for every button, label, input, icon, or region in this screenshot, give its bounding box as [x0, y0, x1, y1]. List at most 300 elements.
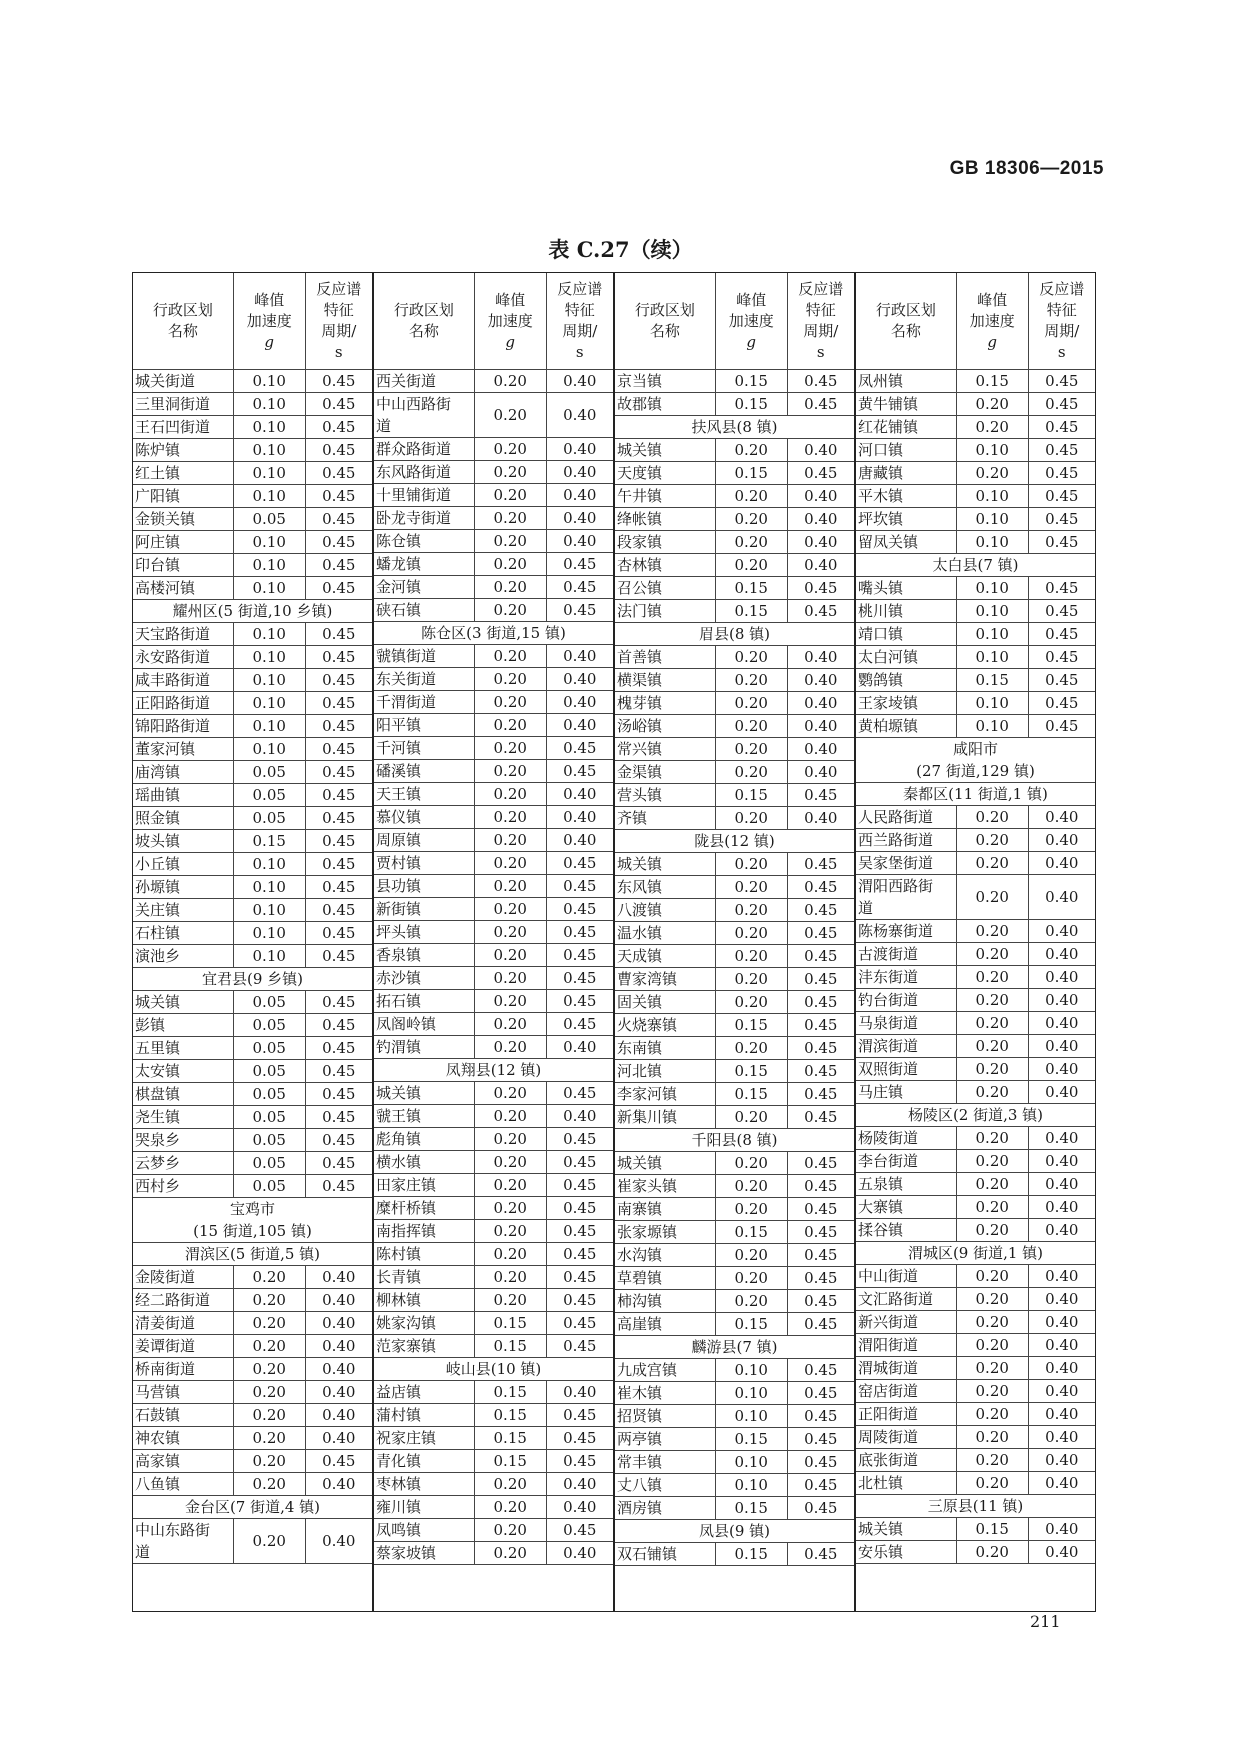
- region-name: 草碧镇: [615, 1267, 715, 1290]
- characteristic-period: 0.45: [305, 669, 372, 692]
- header-line: 加速度: [728, 311, 774, 330]
- data-row: [856, 370, 1095, 393]
- data-row: [615, 853, 854, 876]
- peak-acceleration: 0.20: [474, 530, 546, 553]
- characteristic-period: 0.40: [787, 531, 854, 554]
- peak-acceleration: 0.20: [956, 1472, 1028, 1495]
- characteristic-period: 0.40: [546, 783, 613, 806]
- characteristic-period: 0.40: [787, 439, 854, 462]
- characteristic-period: 0.45: [546, 1128, 613, 1151]
- characteristic-period: 0.45: [1028, 577, 1095, 600]
- region-name: 八鱼镇: [133, 1473, 233, 1496]
- data-row: [133, 761, 372, 784]
- data-row: [133, 370, 372, 393]
- peak-acceleration: 0.20: [715, 991, 787, 1014]
- data-row: [133, 1473, 372, 1496]
- peak-acceleration: 0.20: [715, 1175, 787, 1198]
- peak-acceleration: 0.10: [233, 623, 305, 646]
- header-line: 加速度: [487, 311, 533, 330]
- characteristic-period: 0.45: [546, 1197, 613, 1220]
- characteristic-period: 0.45: [787, 1543, 854, 1566]
- peak-acceleration: 0.20: [474, 1220, 546, 1243]
- characteristic-period: 0.40: [546, 393, 613, 438]
- header-line: 峰值: [977, 290, 1008, 309]
- region-name: 糜杆桥镇: [374, 1197, 474, 1220]
- region-name: 靖口镇: [856, 623, 956, 646]
- peak-acceleration: 0.20: [956, 1380, 1028, 1403]
- city-subheading: (27 街道,129 镇): [856, 760, 1095, 783]
- characteristic-period: 0.45: [305, 508, 372, 531]
- characteristic-period: 0.40: [1028, 1127, 1095, 1150]
- data-row: [374, 645, 613, 668]
- characteristic-period: 0.45: [546, 553, 613, 576]
- group-row: [615, 1129, 854, 1152]
- data-row: [615, 876, 854, 899]
- region-name: 神农镇: [133, 1427, 233, 1450]
- peak-acceleration: 0.10: [956, 439, 1028, 462]
- data-row: [615, 462, 854, 485]
- region-name: 周原镇: [374, 829, 474, 852]
- peak-acceleration: 0.20: [474, 783, 546, 806]
- peak-acceleration: 0.20: [715, 738, 787, 761]
- data-row: [615, 968, 854, 991]
- region-name: 城关镇: [856, 1518, 956, 1541]
- data-row: [615, 1014, 854, 1037]
- characteristic-period: 0.45: [546, 1427, 613, 1450]
- data-row: [856, 1127, 1095, 1150]
- region-name: 城关街道: [133, 370, 233, 393]
- group-row: [374, 622, 613, 645]
- region-name: 三里洞街道: [133, 393, 233, 416]
- region-name: 城关镇: [615, 439, 715, 462]
- group-heading: 扶风县(8 镇): [615, 416, 854, 439]
- peak-acceleration: 0.15: [233, 830, 305, 853]
- group-heading: 三原县(11 镇): [856, 1495, 1095, 1518]
- standard-code: GB 18306—2015: [949, 158, 1104, 179]
- characteristic-period: 0.40: [1028, 1081, 1095, 1104]
- region-name: 云梦乡: [133, 1152, 233, 1175]
- characteristic-period: 0.40: [1028, 875, 1095, 920]
- region-name: 坡头镇: [133, 830, 233, 853]
- data-row: [615, 1198, 854, 1221]
- data-row: [133, 692, 372, 715]
- header-line: 行政区划: [875, 301, 936, 319]
- characteristic-period: 0.45: [305, 1106, 372, 1129]
- peak-acceleration: 0.20: [474, 990, 546, 1013]
- characteristic-period: 0.45: [305, 1152, 372, 1175]
- peak-acceleration: 0.20: [715, 531, 787, 554]
- data-row: [374, 576, 613, 599]
- characteristic-period: 0.45: [787, 393, 854, 416]
- data-row: [374, 783, 613, 806]
- peak-acceleration: 0.20: [956, 462, 1028, 485]
- region-name: 高楼河镇: [133, 577, 233, 600]
- characteristic-period: 0.45: [787, 853, 854, 876]
- peak-acceleration: 0.10: [715, 1382, 787, 1405]
- peak-acceleration: 0.20: [474, 576, 546, 599]
- region-name: 香泉镇: [374, 944, 474, 967]
- characteristic-period: 0.45: [787, 1037, 854, 1060]
- region-name: 大寨镇: [856, 1196, 956, 1219]
- header-line: 特征: [805, 301, 836, 319]
- region-name: 桥南街道: [133, 1358, 233, 1381]
- data-row: [133, 1060, 372, 1083]
- characteristic-period: 0.40: [1028, 1311, 1095, 1334]
- characteristic-period: 0.45: [546, 1335, 613, 1358]
- region-name: 哭泉乡: [133, 1129, 233, 1152]
- data-row: [615, 554, 854, 577]
- characteristic-period: 0.45: [787, 462, 854, 485]
- region-name: 拓石镇: [374, 990, 474, 1013]
- peak-acceleration: 0.20: [715, 715, 787, 738]
- data-row: [133, 784, 372, 807]
- characteristic-period: 0.45: [305, 393, 372, 416]
- characteristic-period: 0.45: [546, 1243, 613, 1266]
- characteristic-period: 0.40: [1028, 1035, 1095, 1058]
- characteristic-period: 0.40: [546, 1473, 613, 1496]
- region-name: 董家河镇: [133, 738, 233, 761]
- characteristic-period: 0.40: [787, 692, 854, 715]
- data-row: [133, 1129, 372, 1152]
- region-name: 广阳镇: [133, 485, 233, 508]
- region-name: 中山街道: [856, 1265, 956, 1288]
- region-name: 城关镇: [615, 1152, 715, 1175]
- region-name: 新兴街道: [856, 1311, 956, 1334]
- characteristic-period: 0.45: [546, 921, 613, 944]
- data-row: [374, 530, 613, 553]
- header-line: g: [505, 332, 516, 351]
- region-name: 天宝路街道: [133, 623, 233, 646]
- data-row: [856, 531, 1095, 554]
- characteristic-period: 0.40: [1028, 966, 1095, 989]
- data-row: [856, 989, 1095, 1012]
- peak-acceleration: 0.15: [715, 1014, 787, 1037]
- region-name: 常兴镇: [615, 738, 715, 761]
- peak-acceleration: 0.15: [474, 1381, 546, 1404]
- pga-column-header: [474, 273, 546, 370]
- characteristic-period: 0.40: [546, 484, 613, 507]
- region-name: 长青镇: [374, 1266, 474, 1289]
- characteristic-period: 0.45: [787, 600, 854, 623]
- peak-acceleration: 0.20: [956, 1403, 1028, 1426]
- characteristic-period: 0.40: [787, 485, 854, 508]
- region-name: 金陵街道: [133, 1266, 233, 1289]
- region-name: 陈炉镇: [133, 439, 233, 462]
- region-name: 金渠镇: [615, 761, 715, 784]
- panel-table: [133, 273, 372, 1564]
- characteristic-period: 0.45: [305, 577, 372, 600]
- region-name: 杨陵街道: [856, 1127, 956, 1150]
- data-row: [615, 1152, 854, 1175]
- peak-acceleration: 0.20: [956, 1219, 1028, 1242]
- characteristic-period: 0.45: [546, 1220, 613, 1243]
- group-row: [133, 1220, 372, 1243]
- data-row: [374, 1197, 613, 1220]
- region-name: 渭滨街道: [856, 1035, 956, 1058]
- peak-acceleration: 0.20: [956, 920, 1028, 943]
- data-row: [856, 1380, 1095, 1403]
- data-row: [374, 1335, 613, 1358]
- peak-acceleration: 0.20: [233, 1519, 305, 1564]
- group-row: [374, 1059, 613, 1082]
- region-name: 水沟镇: [615, 1244, 715, 1267]
- data-row: [856, 1449, 1095, 1472]
- data-row: [856, 1150, 1095, 1173]
- header-line: 行政区划: [152, 301, 213, 319]
- group-row: [615, 416, 854, 439]
- characteristic-period: 0.45: [787, 1106, 854, 1129]
- peak-acceleration: 0.20: [474, 737, 546, 760]
- data-row: [374, 1404, 613, 1427]
- region-name: 法门镇: [615, 600, 715, 623]
- characteristic-period: 0.40: [546, 691, 613, 714]
- characteristic-period: 0.45: [1028, 439, 1095, 462]
- peak-acceleration: 0.20: [715, 853, 787, 876]
- peak-acceleration: 0.20: [474, 1036, 546, 1059]
- region-name: 钓台街道: [856, 989, 956, 1012]
- peak-acceleration: 0.15: [715, 1543, 787, 1566]
- peak-acceleration: 0.15: [474, 1427, 546, 1450]
- characteristic-period: 0.45: [546, 1013, 613, 1036]
- data-row: [374, 714, 613, 737]
- characteristic-period: 0.45: [305, 922, 372, 945]
- region-name: 马庄镇: [856, 1081, 956, 1104]
- characteristic-period: 0.45: [305, 1014, 372, 1037]
- data-row: [374, 1266, 613, 1289]
- region-name: 道: [856, 897, 956, 920]
- characteristic-period: 0.40: [1028, 1518, 1095, 1541]
- data-row: [615, 1221, 854, 1244]
- peak-acceleration: 0.20: [233, 1427, 305, 1450]
- peak-acceleration: 0.05: [233, 991, 305, 1014]
- region-name: 鹦鸽镇: [856, 669, 956, 692]
- peak-acceleration: 0.15: [715, 1428, 787, 1451]
- peak-acceleration: 0.15: [715, 1083, 787, 1106]
- pga-column-header: [233, 273, 305, 370]
- peak-acceleration: 0.20: [233, 1312, 305, 1335]
- characteristic-period: 0.40: [546, 461, 613, 484]
- group-heading: 渭滨区(5 街道,5 镇): [133, 1243, 372, 1266]
- data-row: [133, 991, 372, 1014]
- characteristic-period: 0.45: [305, 945, 372, 968]
- characteristic-period: 0.40: [1028, 1426, 1095, 1449]
- region-name: 中山东路街: [133, 1519, 233, 1542]
- region-name: 东风路街道: [374, 461, 474, 484]
- table-title: 表 C.27（续）: [548, 237, 693, 262]
- characteristic-period: 0.45: [787, 899, 854, 922]
- region-name: 平木镇: [856, 485, 956, 508]
- characteristic-period: 0.45: [305, 416, 372, 439]
- characteristic-period: 0.45: [787, 1451, 854, 1474]
- region-name: 陈村镇: [374, 1243, 474, 1266]
- region-name: 酒房镇: [615, 1497, 715, 1520]
- region-name: 彭镇: [133, 1014, 233, 1037]
- peak-acceleration: 0.20: [474, 553, 546, 576]
- data-row: [374, 438, 613, 461]
- data-row: [374, 484, 613, 507]
- region-name: 千渭街道: [374, 691, 474, 714]
- region-name: 段家镇: [615, 531, 715, 554]
- peak-acceleration: 0.20: [474, 645, 546, 668]
- peak-acceleration: 0.10: [233, 462, 305, 485]
- group-row: [615, 1520, 854, 1543]
- characteristic-period: 0.45: [305, 715, 372, 738]
- peak-acceleration: 0.10: [233, 554, 305, 577]
- peak-acceleration: 0.20: [956, 829, 1028, 852]
- region-name: 城关镇: [615, 853, 715, 876]
- data-row: [133, 1266, 372, 1289]
- characteristic-period: 0.45: [787, 1175, 854, 1198]
- region-name: 首善镇: [615, 646, 715, 669]
- period-column-header: [1028, 273, 1095, 370]
- region-name: 招贤镇: [615, 1405, 715, 1428]
- data-row: [615, 1106, 854, 1129]
- peak-acceleration: 0.20: [715, 899, 787, 922]
- header-line: g: [746, 332, 757, 351]
- data-row: [615, 1175, 854, 1198]
- characteristic-period: 0.45: [1028, 462, 1095, 485]
- peak-acceleration: 0.10: [956, 577, 1028, 600]
- region-name: 嘴头镇: [856, 577, 956, 600]
- characteristic-period: 0.45: [787, 1359, 854, 1382]
- region-name: 坪头镇: [374, 921, 474, 944]
- region-name: 马泉街道: [856, 1012, 956, 1035]
- peak-acceleration: 0.10: [233, 692, 305, 715]
- region-name: 黄柏塬镇: [856, 715, 956, 738]
- data-row: [856, 715, 1095, 738]
- characteristic-period: 0.40: [1028, 1472, 1095, 1495]
- peak-acceleration: 0.20: [233, 1473, 305, 1496]
- group-row: [615, 1336, 854, 1359]
- data-row: [133, 715, 372, 738]
- peak-acceleration: 0.20: [715, 646, 787, 669]
- data-row: [615, 1359, 854, 1382]
- characteristic-period: 0.40: [1028, 1012, 1095, 1035]
- region-name: 窑店街道: [856, 1380, 956, 1403]
- group-row: [374, 1358, 613, 1381]
- peak-acceleration: 0.20: [474, 1151, 546, 1174]
- characteristic-period: 0.45: [787, 1014, 854, 1037]
- characteristic-period: 0.40: [1028, 1357, 1095, 1380]
- peak-acceleration: 0.20: [956, 1127, 1028, 1150]
- header-line: 特征: [1046, 301, 1077, 319]
- data-row: [374, 806, 613, 829]
- region-name: 蔡家坡镇: [374, 1542, 474, 1565]
- region-name: 李家河镇: [615, 1083, 715, 1106]
- data-row: [133, 554, 372, 577]
- data-row: [856, 1426, 1095, 1449]
- region-name: 东关街道: [374, 668, 474, 691]
- region-name: 陈杨寨街道: [856, 920, 956, 943]
- data-row: [133, 1289, 372, 1312]
- data-row: [856, 1081, 1095, 1104]
- peak-acceleration: 0.10: [956, 531, 1028, 554]
- data-row: [615, 370, 854, 393]
- region-name: 红土镇: [133, 462, 233, 485]
- characteristic-period: 0.45: [305, 1175, 372, 1198]
- region-name: 故郡镇: [615, 393, 715, 416]
- data-row: [856, 393, 1095, 416]
- region-name: 天成镇: [615, 945, 715, 968]
- characteristic-period: 0.45: [305, 991, 372, 1014]
- characteristic-period: 0.40: [305, 1427, 372, 1450]
- peak-acceleration: 0.20: [956, 1196, 1028, 1219]
- data-row: [615, 1267, 854, 1290]
- data-row: [856, 1541, 1095, 1564]
- region-name: 文汇路街道: [856, 1288, 956, 1311]
- peak-acceleration: 0.20: [715, 1290, 787, 1313]
- data-row: [615, 1244, 854, 1267]
- region-name: 天度镇: [615, 462, 715, 485]
- table-panel-4: [856, 273, 1095, 1611]
- region-name: 沣东街道: [856, 966, 956, 989]
- characteristic-period: 0.45: [305, 1083, 372, 1106]
- characteristic-period: 0.40: [305, 1404, 372, 1427]
- data-row: [133, 1450, 372, 1473]
- region-name: 雍川镇: [374, 1496, 474, 1519]
- region-name: 凤阁岭镇: [374, 1013, 474, 1036]
- peak-acceleration: 0.20: [474, 1496, 546, 1519]
- region-name: 道: [133, 1541, 233, 1564]
- region-name: 正阳街道: [856, 1403, 956, 1426]
- data-row: [374, 1473, 613, 1496]
- panel-table: [374, 273, 613, 1565]
- data-row: [615, 1382, 854, 1405]
- data-row: [615, 1543, 854, 1566]
- data-row: [615, 991, 854, 1014]
- header-line: 行政区划: [393, 301, 454, 319]
- data-row: [856, 1403, 1095, 1426]
- region-name: 北杜镇: [856, 1472, 956, 1495]
- characteristic-period: 0.45: [305, 853, 372, 876]
- group-heading: 杨陵区(2 街道,3 镇): [856, 1104, 1095, 1127]
- region-name: 坪坎镇: [856, 508, 956, 531]
- peak-acceleration: 0.20: [233, 1335, 305, 1358]
- peak-acceleration: 0.20: [715, 554, 787, 577]
- region-name: 吴家堡街道: [856, 852, 956, 875]
- characteristic-period: 0.40: [546, 1105, 613, 1128]
- characteristic-period: 0.40: [1028, 989, 1095, 1012]
- peak-acceleration: 0.20: [715, 508, 787, 531]
- data-row: [856, 1357, 1095, 1380]
- characteristic-period: 0.40: [787, 554, 854, 577]
- characteristic-period: 0.40: [1028, 806, 1095, 829]
- name-column-header: [856, 273, 956, 370]
- peak-acceleration: 0.05: [233, 1060, 305, 1083]
- header-line: 反应谱: [316, 280, 362, 298]
- peak-acceleration: 0.20: [474, 875, 546, 898]
- region-name: 慕仪镇: [374, 806, 474, 829]
- characteristic-period: 0.45: [546, 944, 613, 967]
- name-column-header: [615, 273, 715, 370]
- data-row: [615, 1428, 854, 1451]
- region-name: 杏林镇: [615, 554, 715, 577]
- header-line: g: [987, 332, 998, 351]
- header-line: 峰值: [495, 290, 526, 309]
- data-row: [615, 1083, 854, 1106]
- group-heading: 陈仓区(3 街道,15 镇): [374, 622, 613, 645]
- region-name: 太白河镇: [856, 646, 956, 669]
- characteristic-period: 0.40: [1028, 1265, 1095, 1288]
- region-name: 九成宫镇: [615, 1359, 715, 1382]
- data-row: [615, 899, 854, 922]
- region-name: 红花铺镇: [856, 416, 956, 439]
- data-row: [374, 1243, 613, 1266]
- region-name: 姚家沟镇: [374, 1312, 474, 1335]
- region-name: 姜谭街道: [133, 1335, 233, 1358]
- data-row: [374, 553, 613, 576]
- characteristic-period: 0.45: [787, 1382, 854, 1405]
